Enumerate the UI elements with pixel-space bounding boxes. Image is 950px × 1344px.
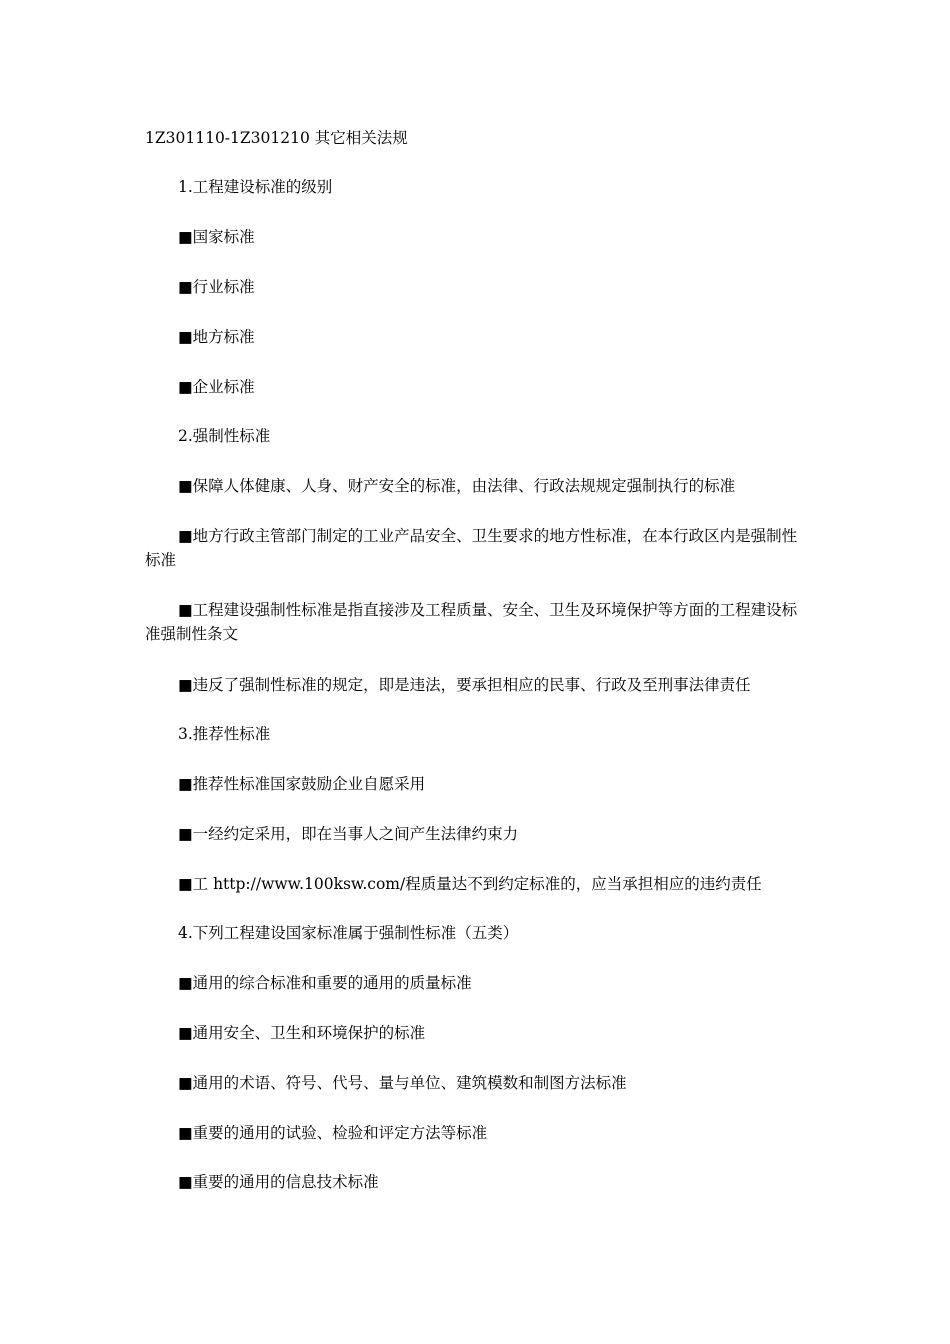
list-item: ■工程建设强制性标准是指直接涉及工程质量、安全、卫生及环境保护等方面的工程建设标准强制性条文	[145, 601, 798, 643]
list-item: ■地方标准	[178, 328, 255, 346]
list-item: ■国家标准	[178, 228, 255, 246]
section-heading: 2.强制性标准	[178, 427, 271, 445]
list-item: ■通用安全、卫生和环境保护的标准	[178, 1024, 426, 1042]
list-item: ■违反了强制性标准的规定，即是违法，要承担相应的民事、行政及至刑事法律责任	[178, 676, 751, 694]
list-item: ■保障人体健康、人身、财产安全的标准，由法律、行政法规规定强制执行的标准	[178, 477, 736, 495]
list-item: ■通用的综合标准和重要的通用的质量标准	[178, 974, 472, 992]
list-item: ■行业标准	[178, 278, 255, 296]
section-heading: 3.推荐性标准	[178, 725, 271, 743]
list-item: ■工 http://www.100ksw.com/程质量达不到约定标准的，应当承担相应的违约责任	[178, 875, 762, 893]
list-item: ■地方行政主管部门制定的工业产品安全、卫生要求的地方性标准，在本行政区内是强制性标准	[145, 527, 798, 569]
document-title: 1Z301110-1Z301210 其它相关法规	[145, 129, 408, 147]
list-item: ■重要的通用的信息技术标准	[178, 1173, 379, 1191]
list-item: ■重要的通用的试验、检验和评定方法等标准	[178, 1124, 488, 1142]
list-item: ■通用的术语、符号、代号、量与单位、建筑模数和制图方法标准	[178, 1074, 627, 1092]
list-item: ■一经约定采用，即在当事人之间产生法律约束力	[178, 825, 519, 843]
section-heading: 4.下列工程建设国家标准属于强制性标准（五类）	[178, 924, 519, 942]
list-item: ■推荐性标准国家鼓励企业自愿采用	[178, 775, 426, 793]
list-item: ■企业标准	[178, 378, 255, 396]
section-heading: 1.工程建设标准的级别	[178, 178, 333, 196]
